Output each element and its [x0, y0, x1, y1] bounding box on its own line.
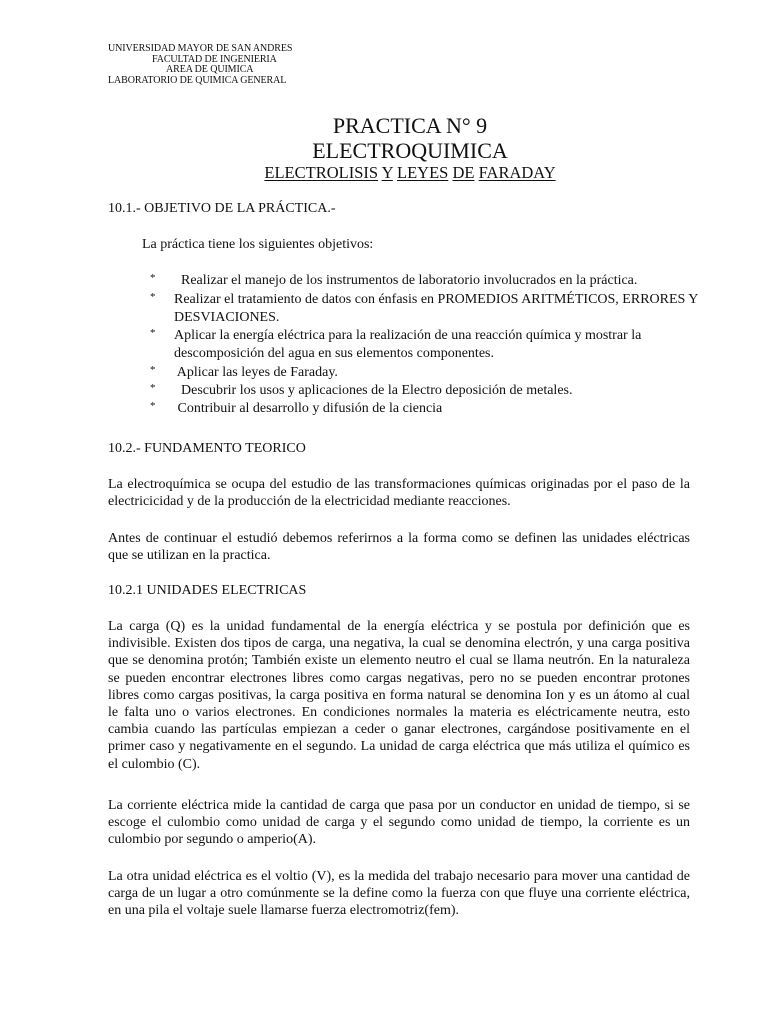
list-item-text: Aplicar la energía eléctrica para la realización de una reacción química y mostrar la descomposición del agua en sus elementos componentes. [174, 328, 642, 361]
list-item [150, 382, 710, 400]
subtitle-word: FARADAY [478, 163, 556, 182]
units-paragraph: La corriente eléctrica mide la cantidad de carga que pasa por un conductor en unidad de tiempo, si se escoge el culombio como unidad de carga y el segundo como unidad de tiempo, la corriente es un culombio por segundo o amperio(A). [108, 798, 690, 848]
practice-subtitle [0, 163, 768, 183]
units-paragraph: La otra unidad eléctrica es el voltio (V), es la medida del trabajo necesario para mover una cantidad de carga de un lugar a otro comúnmente se la define como la fuerza con que fluye una corriente eléctrica, en una pila el voltaje suele llamarse fuerza electromotriz(fem). [108, 869, 690, 919]
subtitle-word: Y [381, 163, 393, 182]
bullet-star-icon: * [150, 272, 156, 284]
list-item [150, 327, 710, 363]
institution-header [108, 44, 292, 86]
objective-intro: La práctica tiene los siguientes objetivos: [142, 237, 374, 252]
list-item-text: Contribuir al desarrollo y difusión de la ciencia [174, 401, 443, 416]
bullet-star-icon: * [150, 291, 156, 303]
bullet-star-icon: * [150, 382, 156, 394]
bullet-star-icon: * [150, 364, 156, 376]
list-item-text: Descubrir los usos y aplicaciones de la Electro deposición de metales. [174, 383, 573, 398]
list-item-text: Realizar el manejo de los instrumentos de laboratorio involucrados en la práctica. [174, 273, 638, 288]
lab-name: LABORATORIO DE QUIMICA GENERAL [108, 74, 287, 86]
list-item-text: Aplicar las leyes de Faraday. [174, 365, 338, 380]
bullet-star-icon: * [150, 400, 156, 412]
bullet-star-icon: * [150, 327, 156, 339]
subtitle-word: DE [452, 163, 475, 182]
theory-paragraph: La electroquímica se ocupa del estudio de las transformaciones químicas originadas por el paso de la electricicidad y de la producción de la electricidad mediante reacciones. [108, 477, 690, 510]
practice-number: PRACTICA N° 9 [332, 113, 488, 138]
list-item [150, 272, 710, 290]
objective-list [150, 272, 710, 418]
list-item-text: Realizar el tratamiento de datos con énfasis en PROMEDIOS ARITMÉTICOS, ERRORES Y DESVIACIONES. [174, 292, 698, 325]
list-item [150, 291, 710, 327]
list-item [150, 364, 710, 382]
theory-paragraph: Antes de continuar el estudió debemos referirnos a la forma como se definen las unidades eléctricas que se utilizan en la practica. [108, 531, 690, 564]
units-heading: 10.2.1 UNIDADES ELECTRICAS [108, 583, 307, 598]
theory-heading: 10.2.- FUNDAMENTO TEORICO [108, 441, 306, 456]
subtitle-word: ELECTROLISIS [264, 163, 379, 182]
practice-subject: ELECTROQUIMICA [312, 138, 508, 163]
units-paragraph: La carga (Q) es la unidad fundamental de la energía eléctrica y se postula por definición que es indivisible. Existen dos tipos de carga, una negativa, la cual se denomina electrón, y una carga positiva que se denomina protón; También existe un elemento neutro el cual se llama neutrón. En la naturaleza se pueden encontrar electrones libres como cargas negativas, pero no se pueden encontrar protones libres como cargas positivas, la carga positiva en forma natural se denomina Ion y es un átomo al cual le falta uno o varios electrones. En condiciones normales la materia es eléctricamente neutra, esto cambia cuando las partículas empiezan a ceder o ganar electrones, cargándose positivamente en el primer caso y negativamente en el segundo. La unidad de carga eléctrica que más utiliza el químico es el culombio (C). [108, 619, 690, 772]
area-name: AREA DE QUIMICA [166, 64, 254, 75]
objective-heading: 10.1.- OBJETIVO DE LA PRÁCTICA.- [108, 201, 336, 216]
faculty-name: FACULTAD DE INGENIERIA [152, 53, 277, 65]
university-name: UNIVERSIDAD MAYOR DE SAN ANDRES [108, 43, 293, 54]
subtitle-word: LEYES [397, 163, 449, 182]
list-item [150, 400, 710, 418]
